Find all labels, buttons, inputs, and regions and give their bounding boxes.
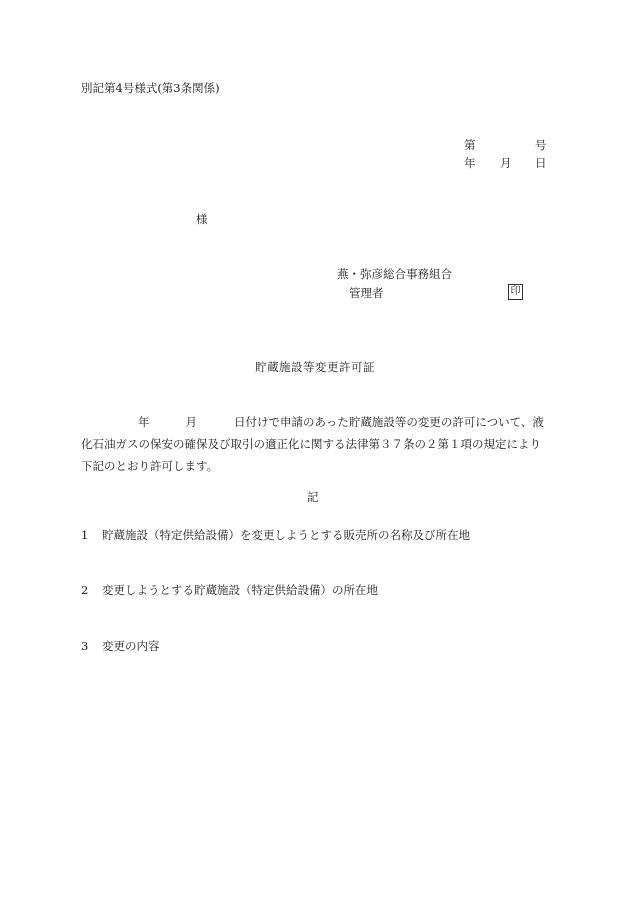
date-hi: 日 [535, 156, 547, 170]
body-paragraph [81, 411, 551, 477]
body-line-2: 化石油ガスの保安の確保及び取引の適正化に関する法律第３７条の２第１項の規定により [81, 437, 541, 451]
body-tsuki: 月 [185, 415, 197, 429]
item-3-text: 変更の内容 [102, 639, 160, 653]
form-label: 別記第4号様式(第3条関係) [81, 81, 220, 95]
date-nen: 年 [464, 156, 476, 170]
number-go: 号 [535, 138, 547, 152]
item-1-number: 1 [81, 528, 89, 542]
item-2-number: 2 [81, 583, 89, 597]
number-dai: 第 [464, 138, 476, 152]
date-tsuki: 月 [500, 156, 512, 170]
body-line-3: 下記のとおり許可します。 [81, 459, 219, 473]
item-3-number: 3 [81, 639, 89, 653]
body-line-1-rest: 日付けで申請のあった貯蔵施設等の変更の許可について、液 [234, 415, 544, 429]
item-1-text: 貯蔵施設（特定供給設備）を変更しようとする販売所の名称及び所在地 [102, 528, 470, 542]
item-2-text: 変更しようとする貯蔵施設（特定供給設備）の所在地 [102, 583, 378, 597]
seal-mark: 印 [508, 284, 523, 300]
issuer-title: 管理者 [349, 286, 384, 300]
document-title: 貯蔵施設等変更許可証 [255, 360, 375, 374]
ki-heading: 記 [307, 490, 319, 504]
body-line-1 [81, 411, 551, 433]
body-nen: 年 [138, 415, 150, 429]
addressee-suffix: 様 [196, 212, 208, 226]
issuer-organization: 燕・弥彦総合事務組合 [337, 267, 452, 281]
